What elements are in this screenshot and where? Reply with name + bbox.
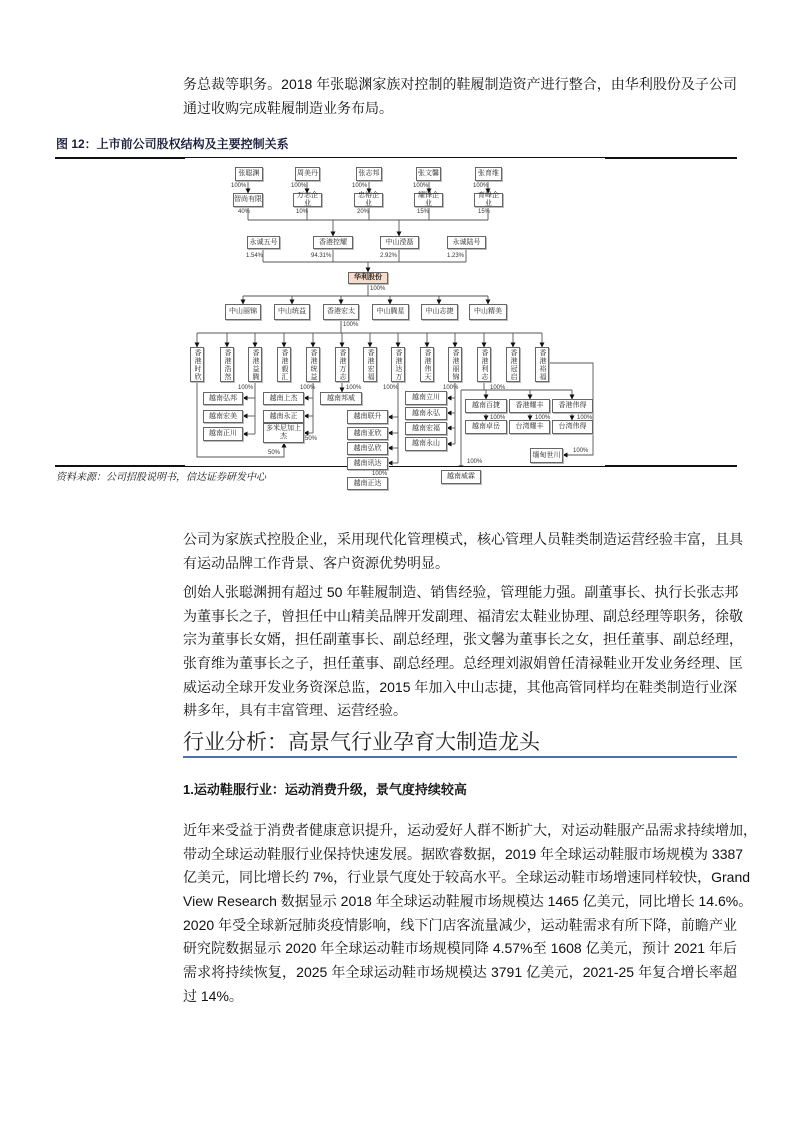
org-node-z6: 中山精美	[469, 304, 507, 320]
org-node-c4: 耀锋企业	[414, 193, 443, 207]
ownership-percent-label: 100%	[291, 183, 307, 189]
org-node-z3: 香港宏太	[323, 304, 359, 320]
org-node-p1: 张聪渊	[235, 167, 263, 181]
org-node-v11: 越南讯达	[347, 457, 388, 470]
org-node-h5: 香港统益	[306, 347, 320, 382]
org-node-v3: 越南正川	[203, 427, 243, 441]
org-node-h8: 香港达万	[391, 347, 405, 382]
ownership-percent-label: 15%	[478, 209, 491, 215]
org-node-v16: 越南永山	[405, 437, 447, 451]
paragraph-line: 2020 年受全球新冠肺炎疫情影响，线下门店客流量减少，运动鞋需求有所下降，前瞻产业	[183, 916, 737, 933]
org-node-v10: 越南弘欣	[347, 442, 388, 455]
paragraph-line: 务总裁等职务。2018 年张聪渊家族对控制的鞋履制造资产进行整合，由华利股份及子公司	[183, 76, 737, 92]
paragraph-line: 亿美元，同比增长约 7%，行业景气度处于较高水平。全球运动鞋市场增速同样较快，Grand	[183, 869, 751, 886]
org-node-v8: 越南联升	[347, 410, 388, 424]
ownership-percent-label: 100%	[352, 183, 368, 189]
org-node-v21: 香港伟得	[552, 399, 593, 413]
ownership-percent-label: 100%	[490, 385, 506, 391]
ownership-percent-label: 50%	[268, 450, 281, 456]
paragraph-line: 通过收购完成鞋履制造业务布局。	[183, 99, 393, 116]
ownership-percent-label: 100%	[372, 471, 388, 477]
ownership-percent-label: 100%	[473, 183, 489, 189]
paragraph-intro	[183, 73, 737, 120]
ownership-percent-label: 100%	[443, 385, 459, 391]
org-node-p2: 周美丹	[295, 167, 320, 181]
org-node-v18: 越南卓岳	[465, 420, 507, 434]
section-heading-rule	[183, 756, 737, 758]
paragraph-line: 创始人张聪渊拥有超过 50 年鞋履制造、销售经验，管理能力强。副董事长、执行长张志邦	[183, 584, 739, 600]
org-node-v1: 越南弘邦	[203, 392, 243, 405]
org-node-s1: 永诚五号	[247, 236, 280, 249]
ownership-percent-label: 2.92%	[380, 253, 398, 259]
paragraph-line: 耕多年，具有丰富管理、运营经验。	[183, 702, 407, 719]
org-node-p4: 张文馨	[416, 167, 441, 181]
ownership-percent-label: 100%	[231, 183, 247, 189]
org-node-h6: 香港万志	[335, 347, 349, 382]
org-node-c3: 忠裕企业	[354, 193, 383, 207]
ownership-structure-diagram	[185, 158, 605, 487]
org-node-v19: 香港耀丰	[509, 399, 550, 413]
org-node-v7: 越南邦威	[320, 392, 362, 405]
org-node-p3: 张志邦	[356, 167, 382, 181]
section-heading: 行业分析：高景气行业孕育大制造龙头	[183, 731, 540, 754]
org-node-v5: 越南永正	[263, 410, 304, 423]
org-node-v9: 越南亚欣	[347, 427, 388, 440]
ownership-percent-label: 100%	[346, 385, 362, 391]
figure-caption: 图 12：上市前公司股权结构及主要控制关系	[56, 137, 289, 151]
paragraph-management-2	[183, 581, 743, 723]
paragraph-industry	[183, 819, 757, 1009]
ownership-percent-label: 100%	[577, 415, 593, 421]
org-node-z5: 中山志捷	[421, 304, 458, 320]
org-node-v4: 越南上杰	[263, 392, 304, 405]
org-node-v17: 越南百捷	[465, 399, 507, 413]
paragraph-line: 研究院数据显示 2020 年全球运动鞋市场规模同降 4.57%至 1608 亿美元，预计 2021 年后	[183, 940, 737, 957]
paragraph-line: View Research 数据显示 2018 年全球运动鞋履市场规模达 1465 亿美元，同比增长 14.6%。	[183, 893, 753, 910]
org-node-v22: 台湾伟得	[552, 420, 593, 434]
ownership-percent-label: 100%	[573, 448, 589, 454]
paragraph-line: 需求将持续恢复，2025 年全球运动鞋市场规模达 3791 亿美元，2021-25 年复合增长率超	[183, 964, 737, 981]
org-node-p5: 张育维	[475, 167, 502, 181]
ownership-percent-label: 100%	[370, 286, 386, 292]
org-node-z1: 中山丽锦	[225, 304, 261, 320]
org-node-h4: 香港毅汇	[277, 347, 291, 382]
paragraph-line: 过 14%。	[183, 987, 243, 1004]
ownership-percent-label: 20%	[357, 209, 370, 215]
org-node-s3: 中山滢磊	[380, 236, 419, 249]
ownership-percent-label: 100%	[490, 415, 506, 421]
figure-source: 资料来源：公司招股说明书，信达证券研发中心	[56, 472, 266, 483]
org-node-hl: 华利股份	[348, 272, 388, 284]
org-node-h2: 香港浩然	[220, 347, 234, 382]
ownership-percent-label: 100%	[413, 183, 429, 189]
paragraph-line: 有运动品牌工作背景、客户资源优势明显。	[183, 554, 449, 571]
paragraph-line: 张育维为董事长之子，担任董事、副总经理。总经理刘淑娟曾任清禄鞋业开发业务经理、匡	[183, 655, 743, 672]
ownership-percent-label: 40%	[238, 209, 251, 215]
ownership-percent-label: 100%	[383, 385, 399, 391]
org-node-s4: 永诚陆号	[447, 236, 486, 249]
org-node-c5: 育峰企业	[474, 193, 503, 207]
org-node-v20: 台湾耀丰	[509, 420, 550, 434]
paragraph-line: 公司为家族式控股企业，采用现代化管理模式，核心管理人员鞋类制造运营经验丰富，且具	[183, 531, 743, 547]
org-node-c2: 万志企业	[293, 193, 322, 207]
org-node-v2: 越南宏美	[203, 410, 243, 423]
ownership-percent-label: 100%	[238, 385, 254, 391]
paragraph-management-1	[183, 528, 743, 575]
ownership-percent-label: 1.54%	[246, 253, 264, 259]
org-node-v13: 越南立川	[405, 391, 447, 405]
org-node-v14: 越南永弘	[405, 407, 447, 420]
org-node-h1: 香港时欣	[190, 347, 204, 382]
ownership-percent-label: 50%	[305, 436, 318, 442]
paragraph-line: 带动全球运动鞋服行业保持快速发展。据欧睿数据，2019 年全球运动鞋服市场规模为 3387	[183, 845, 744, 862]
org-node-c1: 智尚有限	[233, 193, 263, 207]
org-node-z2: 中山统益	[274, 304, 310, 320]
paragraph-line: 近年来受益于消费者健康意识提升，运动爱好人群不断扩大，对运动鞋服产品需求持续增加，	[183, 822, 757, 838]
ownership-percent-label: 100%	[467, 459, 483, 465]
subsection-heading: 1.运动鞋服行业：运动消费升级，景气度持续较高	[183, 782, 467, 797]
ownership-percent-label: 94.31%	[311, 253, 332, 259]
org-node-v12: 越南正达	[347, 477, 388, 490]
org-node-h9: 香港伟天	[420, 347, 434, 382]
ownership-percent-label: 10%	[296, 209, 309, 215]
ownership-percent-label: 100%	[535, 415, 551, 421]
ownership-percent-label: 100%	[343, 322, 359, 328]
paragraph-line: 为董事长之子，曾担任中山精美品牌开发副理、福清宏太鞋业协理、副总经理等职务，徐敬	[183, 607, 743, 624]
paragraph-line: 威运动全球开发业务资深总监，2015 年加入中山志捷，其他高管同样均在鞋类制造行业深	[183, 678, 737, 695]
org-node-z4: 中山腾星	[372, 304, 409, 320]
org-node-v15: 越南宏福	[405, 422, 447, 435]
org-node-v23: 越南威霖	[441, 470, 481, 484]
org-node-v24: 缅甸世川	[530, 448, 563, 463]
org-node-v6: 多米尼加上杰	[263, 423, 304, 443]
org-node-h11: 香港利志	[477, 347, 491, 382]
paragraph-line: 宗为董事长女婿，担任副董事长、副总经理，张文馨为董事长之女，担任董事、副总经理，	[183, 631, 743, 648]
ownership-percent-label: 1.23%	[447, 253, 465, 259]
org-node-h10: 香港丽锦	[448, 347, 462, 382]
ownership-percent-label: 15%	[417, 209, 430, 215]
org-node-h13: 香港裕福	[535, 347, 549, 382]
org-node-h12: 香港冠启	[506, 347, 520, 382]
org-node-h7: 香港宏福	[363, 347, 377, 382]
org-node-s2: 香港控耀	[313, 236, 353, 249]
ownership-percent-label: 100%	[300, 385, 316, 391]
org-node-h3: 香港益腾	[248, 347, 262, 382]
